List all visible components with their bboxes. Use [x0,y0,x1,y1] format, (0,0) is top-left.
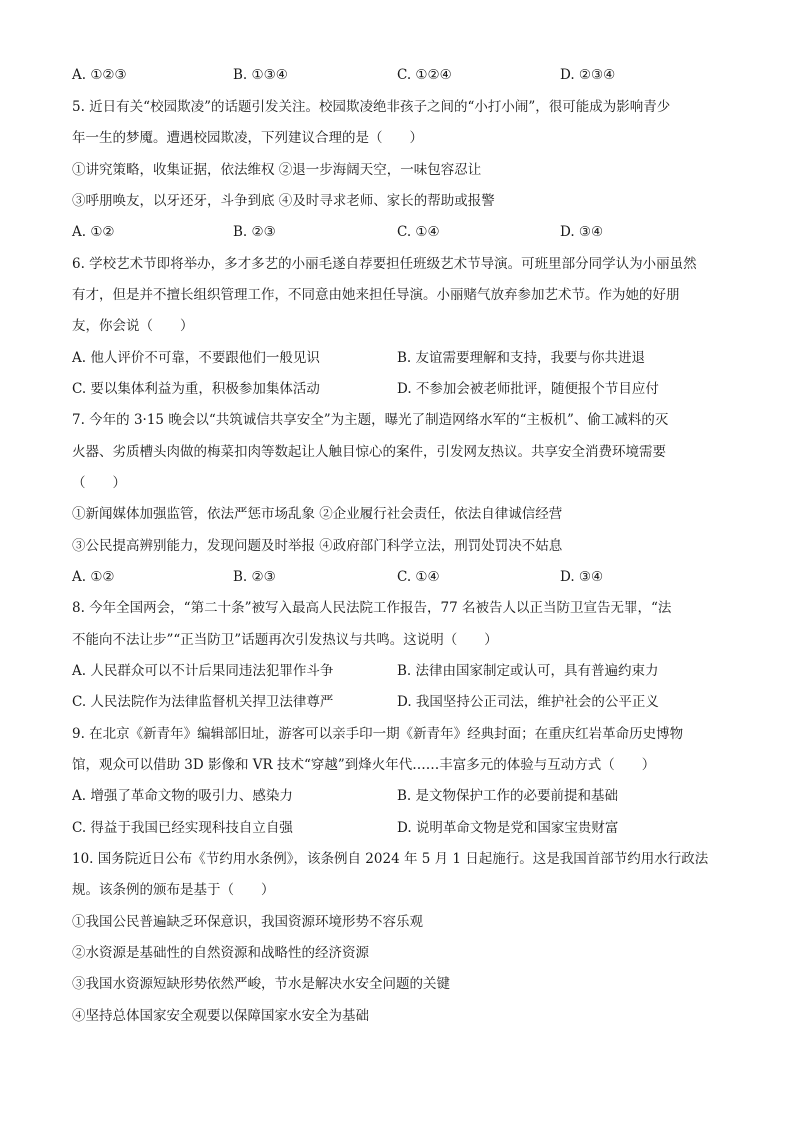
q5-stem-line-2: 年一生的梦魇。遭遇校园欺凌，下列建议合理的是（ ） [72,130,423,146]
q8-option-d: D. 我国坚持公正司法，维护社会的公平正义 [397,694,659,710]
q6-stem-line-2: 有才，但是并不擅长组织管理工作，不同意由她来担任导演。小丽赌气放弃参加艺术节。作为她的好朋 [72,287,680,303]
q10-statement-2: ②水资源是基础性的自然资源和战略性的经济资源 [72,945,369,961]
q7-option-b: B. ②③ [233,569,276,585]
q9-option-c: C. 得益于我国已经实现科技自立自强 [72,820,293,836]
q9-stem-line-2: 馆，观众可以借助 3D 影像和 VR 技术“穿越”到烽火年代……丰富多元的体验与互动方式（ ） [72,757,656,773]
q10-stem-line-2: 规。该条例的颁布是基于（ ） [72,882,275,898]
q10-statement-1: ①我国公民普遍缺乏环保意识，我国资源环境形势不容乐观 [72,914,423,930]
q9-options-row-2 [72,819,712,837]
q6-option-d: D. 不参加会被老师批评，随便报个节目应付 [397,381,659,397]
q5-option-b: B. ②③ [233,224,276,240]
q7-option-d: D. ③④ [560,569,604,585]
q6-option-c: C. 要以集体利益为重，积极参加集体活动 [72,381,320,397]
q9-option-a: A. 增强了革命文物的吸引力、感染力 [72,788,293,804]
q7-stem-line-1: 7. 今年的 3·15 晚会以“共筑诚信共享安全”为主题，曝光了制造网络水军的“主板机”、偷工减料的灭 [72,412,669,428]
q5-option-c: C. ①④ [397,224,440,240]
q4-option-a: A. ①②③ [72,67,127,83]
q6-stem-line-3: 友，你会说（ ） [72,318,194,334]
q5-option-a: A. ①② [72,224,115,240]
q9-stem-line-1: 9. 在北京《新青年》编辑部旧址，游客可以亲手印一期《新青年》经典封面；在重庆红岩革命历史博物 [72,726,684,742]
q6-options-row-1 [72,349,712,367]
q8-stem-line-1: 8. 今年全国两会，“第二十条”被写入最高人民法院工作报告，77 名被告人以正当防卫宣告无罪，“法 [72,600,672,616]
q9-option-d: D. 说明革命文物是党和国家宝贵财富 [397,820,619,836]
q7-statement-line-2: ③公民提高辨别能力，发现问题及时举报 ④政府部门科学立法，刑罚处罚决不姑息 [72,538,563,554]
q6-option-a: A. 他人评价不可靠，不要跟他们一般见识 [72,350,320,366]
q6-options-row-2 [72,380,712,398]
q6-option-b: B. 友谊需要理解和支持，我要与你共进退 [397,350,646,366]
q7-stem-line-2: 火器、劣质槽头肉做的梅菜扣肉等数起让人触目惊心的案件，引发网友热议。共享安全消费环境需要 [72,444,666,460]
q9-option-b: B. 是文物保护工作的必要前提和基础 [397,788,619,804]
q8-stem-line-2: 不能向不法让步”“正当防卫”话题再次引发热议与共鸣。这说明（ ） [72,632,498,648]
q8-options-row-2 [72,693,712,711]
q8-option-a: A. 人民群众可以不计后果同违法犯罪作斗争 [72,663,334,679]
q7-options [72,568,712,586]
q7-stem-line-3: （ ） [72,475,126,491]
q8-option-c: C. 人民法院作为法律监督机关捍卫法律尊严 [72,694,334,710]
q4-option-b: B. ①③④ [233,67,288,83]
q5-option-d: D. ③④ [560,224,604,240]
q5-options [72,223,712,241]
q7-option-c: C. ①④ [397,569,440,585]
q4-option-d: D. ②③④ [560,67,616,83]
q5-statement-line-2: ③呼朋唤友，以牙还牙，斗争到底 ④及时寻求老师、家长的帮助或报警 [72,193,495,209]
q10-stem-line-1: 10. 国务院近日公布《节约用水条例》，该条例自 2024 年 5 月 1 日起施行。这是我国首部节约用水行政法 [72,851,709,867]
q7-statement-line-1: ①新闻媒体加强监管，依法严惩市场乱象 ②企业履行社会责任，依法自律诚信经营 [72,506,563,522]
q4-option-c: C. ①②④ [397,67,452,83]
q7-option-a: A. ①② [72,569,115,585]
q9-options-row-1 [72,787,712,805]
q10-statement-4: ④坚持总体国家安全观要以保障国家水安全为基础 [72,1008,369,1024]
q5-statement-line-1: ①讲究策略，收集证据，依法维权 ②退一步海阔天空，一味包容忍让 [72,162,482,178]
q6-stem-line-1: 6. 学校艺术节即将举办，多才多艺的小丽毛遂自荐要担任班级艺术节导演。可班里部分同学认为小丽虽然 [72,256,697,272]
q8-option-b: B. 法律由国家制定或认可，具有普遍约束力 [397,663,659,679]
q8-options-row-1 [72,662,712,680]
q10-statement-3: ③我国水资源短缺形势依然严峻，节水是解决水安全问题的关键 [72,976,450,992]
q4-options [72,66,712,84]
q5-stem-line-1: 5. 近日有关“校园欺凌”的话题引发关注。校园欺凌绝非孩子之间的“小打小闹”，很可能成为影响青少 [72,99,671,115]
